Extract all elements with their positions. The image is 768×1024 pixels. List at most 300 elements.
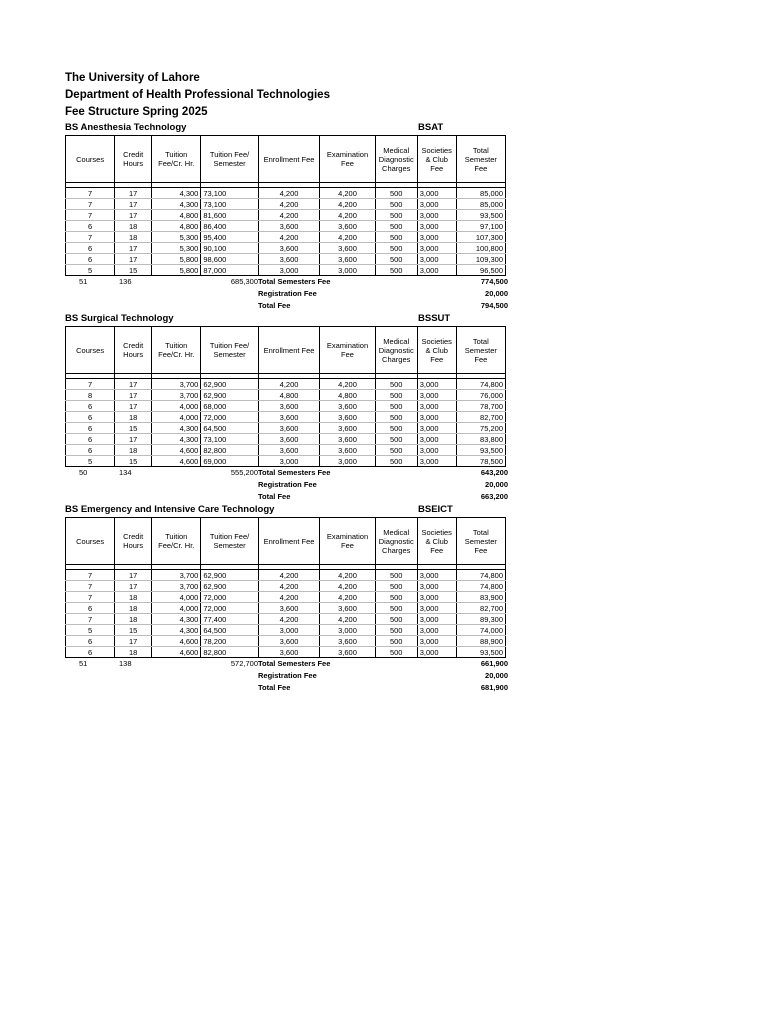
- cell-courses: 7: [66, 232, 115, 243]
- cell-examination: 3,600: [320, 423, 375, 434]
- table-row: [66, 265, 506, 276]
- cell-medical: 500: [375, 423, 417, 434]
- cell-tuition-semester: 62,900: [201, 570, 258, 581]
- cell-tuition-per-cr: 4,300: [152, 199, 201, 210]
- cell-medical: 500: [375, 221, 417, 232]
- cell-tuition-semester: 87,000: [201, 265, 258, 276]
- cell-tuition-semester: 82,800: [201, 647, 258, 658]
- cell-enrollment: 3,600: [258, 423, 320, 434]
- cell-total: 74,800: [456, 570, 505, 581]
- cell-tuition-semester: 72,000: [201, 412, 258, 423]
- table-row: [66, 254, 506, 265]
- cell-tuition-per-cr: 4,300: [152, 614, 201, 625]
- cell-examination: 3,000: [320, 625, 375, 636]
- section-code: BSEICT: [418, 504, 453, 515]
- cell-total: 109,300: [456, 254, 505, 265]
- cell-total: 74,800: [456, 581, 505, 592]
- table-row: [66, 581, 506, 592]
- cell-societies: 3,000: [417, 647, 456, 658]
- cell-tuition-semester: 64,500: [201, 423, 258, 434]
- cell-credit-hours: 17: [115, 390, 152, 401]
- cell-courses: 8: [66, 390, 115, 401]
- section-title-row: [65, 503, 510, 517]
- fee-structure-document: [65, 70, 510, 694]
- table-row: [66, 221, 506, 232]
- cell-credit-hours: 15: [115, 265, 152, 276]
- cell-tuition-semester: 90,100: [201, 243, 258, 254]
- registration-fee-value: 20,000: [485, 289, 508, 298]
- cell-tuition-per-cr: 4,600: [152, 636, 201, 647]
- col-header-examination: Examination Fee: [320, 518, 375, 565]
- cell-courses: 6: [66, 647, 115, 658]
- total-fee-label: Total Fee: [258, 301, 291, 310]
- cell-societies: 3,000: [417, 188, 456, 199]
- cell-medical: 500: [375, 232, 417, 243]
- section-title: BS Emergency and Intensive Care Technology: [65, 504, 275, 515]
- cell-examination: 3,000: [320, 265, 375, 276]
- cell-courses: 6: [66, 412, 115, 423]
- cell-total: 74,800: [456, 379, 505, 390]
- cell-societies: 3,000: [417, 423, 456, 434]
- cell-credit-hours: 17: [115, 636, 152, 647]
- cell-courses: 7: [66, 379, 115, 390]
- total-semesters-fee-value: 774,500: [480, 277, 508, 286]
- table-row: [66, 614, 506, 625]
- cell-total: 83,900: [456, 592, 505, 603]
- table-row: [66, 603, 506, 614]
- col-header-courses: Courses: [66, 327, 115, 374]
- col-header-tuition-per-cr: Tuition Fee/Cr. Hr.: [152, 136, 201, 183]
- cell-tuition-per-cr: 4,000: [152, 592, 201, 603]
- cell-medical: 500: [375, 647, 417, 658]
- cell-tuition-per-cr: 4,600: [152, 445, 201, 456]
- table-row: [66, 390, 506, 401]
- section-totals: [65, 276, 510, 312]
- section-title-row: [65, 312, 510, 326]
- cell-total: 88,900: [456, 636, 505, 647]
- cell-societies: 3,000: [417, 412, 456, 423]
- fee-table: [65, 135, 506, 276]
- cell-examination: 3,600: [320, 647, 375, 658]
- cell-credit-hours: 17: [115, 570, 152, 581]
- cell-tuition-per-cr: 5,300: [152, 232, 201, 243]
- table-row: [66, 636, 506, 647]
- cell-examination: 4,200: [320, 592, 375, 603]
- cell-credit-hours: 17: [115, 254, 152, 265]
- cell-credit-hours: 17: [115, 581, 152, 592]
- cell-tuition-semester: 62,900: [201, 581, 258, 592]
- cell-credit-hours: 18: [115, 614, 152, 625]
- cell-societies: 3,000: [417, 570, 456, 581]
- cell-courses: 5: [66, 625, 115, 636]
- cell-tuition-per-cr: 4,800: [152, 221, 201, 232]
- cell-medical: 500: [375, 401, 417, 412]
- table-row: [66, 401, 506, 412]
- section-title: BS Anesthesia Technology: [65, 122, 187, 133]
- cell-tuition-semester: 62,900: [201, 379, 258, 390]
- section-title-row: [65, 121, 510, 135]
- cell-examination: 3,600: [320, 254, 375, 265]
- cell-examination: 4,200: [320, 581, 375, 592]
- cell-medical: 500: [375, 243, 417, 254]
- fee-table: [65, 517, 506, 658]
- col-header-tuition-per-cr: Tuition Fee/Cr. Hr.: [152, 327, 201, 374]
- cell-total: 93,500: [456, 210, 505, 221]
- table-row: [66, 592, 506, 603]
- cell-societies: 3,000: [417, 581, 456, 592]
- cell-enrollment: 4,200: [258, 581, 320, 592]
- cell-societies: 3,000: [417, 614, 456, 625]
- cell-total: 83,800: [456, 434, 505, 445]
- cell-tuition-semester: 98,600: [201, 254, 258, 265]
- cell-credit-hours: 17: [115, 210, 152, 221]
- col-header-tuition-semester: Tuition Fee/ Semester: [201, 518, 258, 565]
- cell-tuition-per-cr: 4,300: [152, 188, 201, 199]
- cell-tuition-per-cr: 4,000: [152, 401, 201, 412]
- cell-total: 78,700: [456, 401, 505, 412]
- cell-tuition-per-cr: 3,700: [152, 570, 201, 581]
- cell-tuition-per-cr: 3,700: [152, 581, 201, 592]
- cell-total: 85,000: [456, 188, 505, 199]
- cell-enrollment: 3,600: [258, 636, 320, 647]
- total-tuition: 555,200: [230, 468, 258, 477]
- total-courses: 50: [79, 468, 88, 477]
- cell-courses: 7: [66, 199, 115, 210]
- total-semesters-fee-label: Total Semesters Fee: [258, 659, 331, 668]
- col-header-examination: Examination Fee: [320, 136, 375, 183]
- cell-courses: 7: [66, 210, 115, 221]
- cell-credit-hours: 17: [115, 434, 152, 445]
- cell-courses: 6: [66, 636, 115, 647]
- cell-enrollment: 3,600: [258, 412, 320, 423]
- cell-medical: 500: [375, 614, 417, 625]
- cell-tuition-semester: 69,000: [201, 456, 258, 467]
- col-header-total: Total Semester Fee: [456, 518, 505, 565]
- cell-medical: 500: [375, 188, 417, 199]
- table-header-row: [66, 327, 506, 374]
- sections-container: [65, 121, 510, 694]
- cell-tuition-semester: 72,000: [201, 603, 258, 614]
- department-name: Department of Health Professional Technologies: [65, 89, 330, 101]
- table-row: [66, 232, 506, 243]
- cell-medical: 500: [375, 456, 417, 467]
- cell-examination: 3,600: [320, 603, 375, 614]
- cell-tuition-per-cr: 3,700: [152, 390, 201, 401]
- cell-courses: 6: [66, 254, 115, 265]
- cell-total: 82,700: [456, 412, 505, 423]
- cell-examination: 3,600: [320, 243, 375, 254]
- table-row: [66, 625, 506, 636]
- table-row: [66, 199, 506, 210]
- cell-societies: 3,000: [417, 625, 456, 636]
- cell-examination: 4,200: [320, 570, 375, 581]
- cell-medical: 500: [375, 625, 417, 636]
- col-header-examination: Examination Fee: [320, 327, 375, 374]
- cell-examination: 4,200: [320, 188, 375, 199]
- cell-medical: 500: [375, 445, 417, 456]
- cell-courses: 5: [66, 265, 115, 276]
- cell-courses: 6: [66, 423, 115, 434]
- cell-credit-hours: 17: [115, 188, 152, 199]
- cell-medical: 500: [375, 636, 417, 647]
- col-header-courses: Courses: [66, 136, 115, 183]
- cell-examination: 4,800: [320, 390, 375, 401]
- col-header-tuition-semester: Tuition Fee/ Semester: [201, 327, 258, 374]
- cell-credit-hours: 15: [115, 423, 152, 434]
- cell-courses: 7: [66, 614, 115, 625]
- cell-tuition-per-cr: 4,000: [152, 412, 201, 423]
- cell-tuition-semester: 73,100: [201, 188, 258, 199]
- cell-credit-hours: 17: [115, 401, 152, 412]
- cell-examination: 3,600: [320, 434, 375, 445]
- cell-courses: 6: [66, 434, 115, 445]
- cell-total: 82,700: [456, 603, 505, 614]
- cell-tuition-per-cr: 5,800: [152, 265, 201, 276]
- cell-enrollment: 3,600: [258, 603, 320, 614]
- col-header-credit-hours: Credit Hours: [115, 136, 152, 183]
- cell-courses: 7: [66, 570, 115, 581]
- cell-examination: 4,200: [320, 210, 375, 221]
- total-semesters-fee-label: Total Semesters Fee: [258, 468, 331, 477]
- col-header-societies: Societies & Club Fee: [417, 327, 456, 374]
- cell-tuition-semester: 62,900: [201, 390, 258, 401]
- cell-tuition-semester: 72,000: [201, 592, 258, 603]
- col-header-credit-hours: Credit Hours: [115, 518, 152, 565]
- cell-examination: 3,000: [320, 456, 375, 467]
- cell-societies: 3,000: [417, 379, 456, 390]
- cell-enrollment: 4,200: [258, 592, 320, 603]
- cell-enrollment: 4,200: [258, 379, 320, 390]
- total-fee-value: 794,500: [480, 301, 508, 310]
- cell-tuition-per-cr: 4,000: [152, 603, 201, 614]
- cell-examination: 4,200: [320, 232, 375, 243]
- cell-enrollment: 4,200: [258, 188, 320, 199]
- total-semesters-fee-value: 643,200: [480, 468, 508, 477]
- cell-societies: 3,000: [417, 232, 456, 243]
- cell-credit-hours: 18: [115, 412, 152, 423]
- program-section: [65, 121, 510, 312]
- cell-societies: 3,000: [417, 221, 456, 232]
- cell-credit-hours: 17: [115, 199, 152, 210]
- total-fee-value: 681,900: [480, 683, 508, 692]
- cell-tuition-per-cr: 4,600: [152, 456, 201, 467]
- cell-tuition-per-cr: 4,800: [152, 210, 201, 221]
- cell-enrollment: 3,600: [258, 434, 320, 445]
- table-row: [66, 570, 506, 581]
- cell-medical: 500: [375, 254, 417, 265]
- cell-credit-hours: 17: [115, 379, 152, 390]
- table-row: [66, 423, 506, 434]
- table-row: [66, 188, 506, 199]
- cell-societies: 3,000: [417, 390, 456, 401]
- total-fee-value: 663,200: [480, 492, 508, 501]
- cell-examination: 4,200: [320, 379, 375, 390]
- cell-credit-hours: 15: [115, 625, 152, 636]
- cell-total: 93,500: [456, 647, 505, 658]
- cell-credit-hours: 18: [115, 232, 152, 243]
- registration-fee-label: Registration Fee: [258, 671, 317, 680]
- col-header-societies: Societies & Club Fee: [417, 518, 456, 565]
- cell-examination: 4,200: [320, 614, 375, 625]
- cell-examination: 3,600: [320, 636, 375, 647]
- cell-courses: 5: [66, 456, 115, 467]
- col-header-medical: Medical Diagnostic Charges: [375, 327, 417, 374]
- cell-tuition-per-cr: 4,300: [152, 423, 201, 434]
- col-header-credit-hours: Credit Hours: [115, 327, 152, 374]
- cell-societies: 3,000: [417, 445, 456, 456]
- cell-tuition-semester: 78,200: [201, 636, 258, 647]
- cell-total: 78,500: [456, 456, 505, 467]
- cell-medical: 500: [375, 570, 417, 581]
- cell-medical: 500: [375, 199, 417, 210]
- cell-enrollment: 4,200: [258, 210, 320, 221]
- cell-courses: 7: [66, 581, 115, 592]
- cell-societies: 3,000: [417, 265, 456, 276]
- cell-credit-hours: 18: [115, 221, 152, 232]
- col-header-medical: Medical Diagnostic Charges: [375, 136, 417, 183]
- university-name: The University of Lahore: [65, 72, 200, 84]
- cell-credit-hours: 18: [115, 603, 152, 614]
- registration-fee-label: Registration Fee: [258, 480, 317, 489]
- cell-societies: 3,000: [417, 592, 456, 603]
- cell-medical: 500: [375, 592, 417, 603]
- cell-societies: 3,000: [417, 401, 456, 412]
- section-totals: [65, 658, 510, 694]
- section-code: BSAT: [418, 122, 444, 133]
- section-code: BSSUT: [418, 313, 451, 324]
- cell-credit-hours: 15: [115, 456, 152, 467]
- cell-total: 76,000: [456, 390, 505, 401]
- cell-credit-hours: 18: [115, 592, 152, 603]
- col-header-tuition-per-cr: Tuition Fee/Cr. Hr.: [152, 518, 201, 565]
- cell-enrollment: 3,000: [258, 456, 320, 467]
- total-courses: 51: [79, 277, 88, 286]
- cell-enrollment: 3,000: [258, 265, 320, 276]
- cell-tuition-per-cr: 4,300: [152, 434, 201, 445]
- cell-credit-hours: 18: [115, 445, 152, 456]
- total-tuition: 572,700: [230, 659, 258, 668]
- cell-societies: 3,000: [417, 254, 456, 265]
- table-row: [66, 379, 506, 390]
- cell-enrollment: 4,800: [258, 390, 320, 401]
- cell-credit-hours: 18: [115, 647, 152, 658]
- table-row: [66, 456, 506, 467]
- total-credit-hours: 136: [119, 277, 132, 286]
- total-credit-hours: 134: [119, 468, 132, 477]
- total-fee-label: Total Fee: [258, 492, 291, 501]
- cell-examination: 3,600: [320, 445, 375, 456]
- cell-societies: 3,000: [417, 603, 456, 614]
- cell-medical: 500: [375, 379, 417, 390]
- cell-enrollment: 3,600: [258, 647, 320, 658]
- cell-medical: 500: [375, 581, 417, 592]
- cell-societies: 3,000: [417, 456, 456, 467]
- cell-medical: 500: [375, 390, 417, 401]
- col-header-tuition-semester: Tuition Fee/ Semester: [201, 136, 258, 183]
- col-header-total: Total Semester Fee: [456, 327, 505, 374]
- cell-tuition-per-cr: 4,600: [152, 647, 201, 658]
- total-fee-label: Total Fee: [258, 683, 291, 692]
- table-row: [66, 210, 506, 221]
- cell-total: 75,200: [456, 423, 505, 434]
- registration-fee-value: 20,000: [485, 480, 508, 489]
- col-header-total: Total Semester Fee: [456, 136, 505, 183]
- cell-courses: 6: [66, 221, 115, 232]
- cell-examination: 3,600: [320, 401, 375, 412]
- col-header-enrollment: Enrollment Fee: [258, 136, 320, 183]
- cell-tuition-semester: 95,400: [201, 232, 258, 243]
- cell-total: 100,800: [456, 243, 505, 254]
- registration-fee-value: 20,000: [485, 671, 508, 680]
- cell-medical: 500: [375, 210, 417, 221]
- cell-courses: 6: [66, 445, 115, 456]
- cell-societies: 3,000: [417, 243, 456, 254]
- total-semesters-fee-value: 661,900: [480, 659, 508, 668]
- table-row: [66, 434, 506, 445]
- total-tuition: 685,300: [230, 277, 258, 286]
- cell-enrollment: 3,600: [258, 401, 320, 412]
- cell-tuition-per-cr: 5,800: [152, 254, 201, 265]
- col-header-enrollment: Enrollment Fee: [258, 518, 320, 565]
- program-section: [65, 312, 510, 503]
- cell-total: 96,500: [456, 265, 505, 276]
- cell-societies: 3,000: [417, 199, 456, 210]
- cell-courses: 7: [66, 592, 115, 603]
- cell-medical: 500: [375, 603, 417, 614]
- cell-total: 89,300: [456, 614, 505, 625]
- registration-fee-label: Registration Fee: [258, 289, 317, 298]
- cell-courses: 6: [66, 243, 115, 254]
- cell-total: 85,000: [456, 199, 505, 210]
- cell-tuition-semester: 86,400: [201, 221, 258, 232]
- cell-tuition-semester: 81,600: [201, 210, 258, 221]
- total-credit-hours: 138: [119, 659, 132, 668]
- cell-medical: 500: [375, 434, 417, 445]
- cell-enrollment: 3,600: [258, 221, 320, 232]
- cell-total: 97,100: [456, 221, 505, 232]
- section-title: BS Surgical Technology: [65, 313, 174, 324]
- table-row: [66, 243, 506, 254]
- cell-tuition-semester: 77,400: [201, 614, 258, 625]
- cell-enrollment: 3,600: [258, 254, 320, 265]
- table-row: [66, 445, 506, 456]
- cell-courses: 7: [66, 188, 115, 199]
- cell-tuition-semester: 82,800: [201, 445, 258, 456]
- col-header-medical: Medical Diagnostic Charges: [375, 518, 417, 565]
- cell-medical: 500: [375, 265, 417, 276]
- total-courses: 51: [79, 659, 88, 668]
- cell-tuition-semester: 73,100: [201, 199, 258, 210]
- cell-societies: 3,000: [417, 434, 456, 445]
- cell-tuition-per-cr: 4,300: [152, 625, 201, 636]
- col-header-enrollment: Enrollment Fee: [258, 327, 320, 374]
- cell-courses: 6: [66, 603, 115, 614]
- col-header-societies: Societies & Club Fee: [417, 136, 456, 183]
- cell-medical: 500: [375, 412, 417, 423]
- table-row: [66, 412, 506, 423]
- cell-tuition-semester: 73,100: [201, 434, 258, 445]
- cell-enrollment: 3,600: [258, 445, 320, 456]
- cell-total: 107,300: [456, 232, 505, 243]
- cell-tuition-per-cr: 5,300: [152, 243, 201, 254]
- col-header-courses: Courses: [66, 518, 115, 565]
- fee-structure-title: Fee Structure Spring 2025: [65, 106, 208, 118]
- cell-tuition-semester: 68,000: [201, 401, 258, 412]
- table-header-row: [66, 136, 506, 183]
- cell-examination: 3,600: [320, 221, 375, 232]
- cell-tuition-semester: 64,500: [201, 625, 258, 636]
- fee-table: [65, 326, 506, 467]
